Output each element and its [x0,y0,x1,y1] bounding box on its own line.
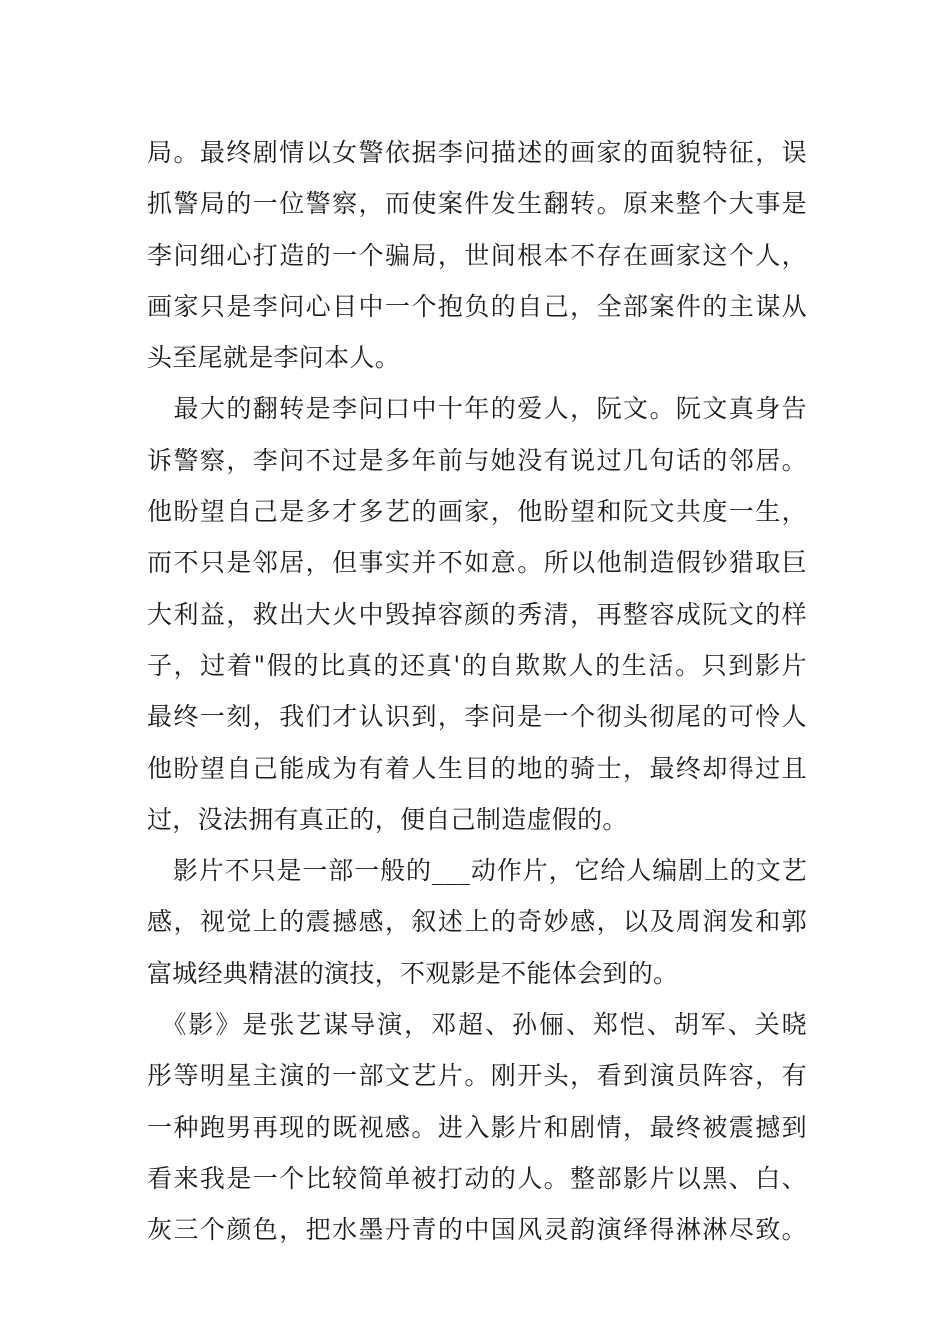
text-line: 局。最终剧情以女警依据李问描述的画家的面貌特征，误 [147,138,807,167]
text-line: 子，过着"假的比真的还真'的自欺欺人的生活。只到影片 [147,650,807,680]
text-line: 看来我是一个比较简单被打动的人。整部影片以黑、白、 [147,1163,807,1193]
text-line: 最终一刻，我们才认识到，李问是一个彻头彻尾的可怜人 [147,702,807,732]
text-line: 彤等明星主演的一部文艺片。刚开头，看到演员阵容，有 [147,1061,807,1091]
text-line: 富城经典精湛的演技，不观影是不能体会到的。 [147,958,679,988]
text-line: 灰三个颜色，把水墨丹青的中国风灵韵演绎得淋淋尽致。 [147,1215,807,1245]
text-line: 《影》是张艺谋导演，邓超、孙俪、郑恺、胡军、关晓 [147,1010,807,1040]
text-line: 大利益，救出大火中毁掉容颜的秀清，再整容成阮文的样 [147,599,807,629]
text-line: 而不只是邻居，但事实并不如意。所以他制造假钞猎取巨 [147,548,807,578]
text-line: 感，视觉上的震撼感，叙述上的奇妙感，以及周润发和郭 [147,907,807,937]
text-line: 一种跑男再现的既视感。进入影片和剧情，最终被震撼到 [147,1112,807,1142]
text-line: 头至尾就是李问本人。 [147,343,401,373]
text-line: 画家只是李问心目中一个抱负的自己，全部案件的主谋从 [147,291,807,321]
text-line: 李问细心打造的一个骗局，世间根本不存在画家这个人， [147,240,807,270]
text-line: 抓警局的一位警察，而使案件发生翻转。原来整个大事是 [147,189,807,219]
text-line: 过，没法拥有真正的，便自己制造虚假的。 [147,804,628,834]
text-line: 他盼望自己是多才多艺的画家，他盼望和阮文共度一生， [147,497,807,527]
body-text [147,127,807,1256]
text-line: 影片不只是一部一般的___动作片，它给人编剧上的文艺 [147,856,807,886]
text-line: 诉警察，李问不过是多年前与她没有说过几句话的邻居。 [147,445,807,475]
text-line: 他盼望自己能成为有着人生目的地的骑士，最终却得过且 [147,753,807,783]
text-line: 最大的翻转是李问口中十年的爱人，阮文。阮文真身告 [147,394,807,424]
